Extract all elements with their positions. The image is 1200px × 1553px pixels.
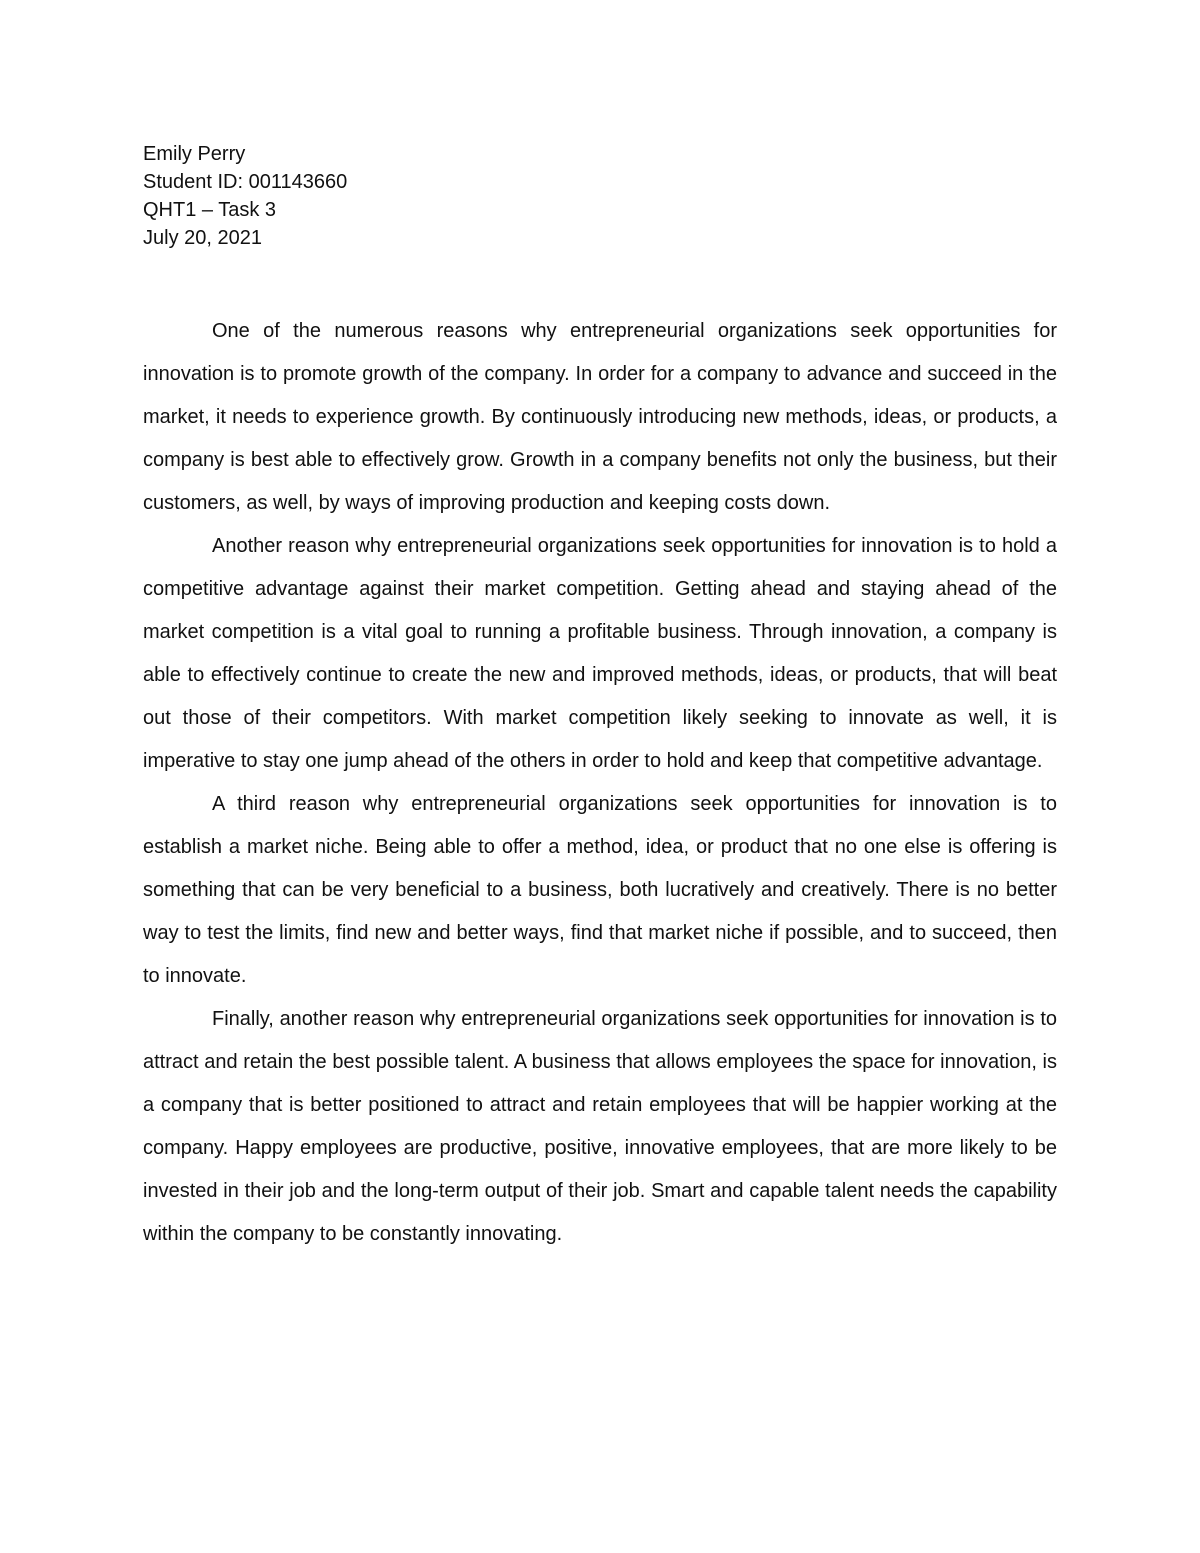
author-name: Emily Perry (143, 143, 246, 165)
student-id: Student ID: 001143660 (143, 171, 348, 193)
paragraph-growth: One of the numerous reasons why entrepreneurial organizations seek opportunities for innovation is to promote growth of the company. In order for a company to advance and succeed in the market, it needs to experience growth. By continuously introducing new methods, ideas, or products, a company is best able to effectively grow. Growth in a company benefits not only the business, but their customers, as well, by ways of improving production and keeping costs down. (143, 320, 1057, 514)
paragraph-competitive-advantage: Another reason why entrepreneurial organizations seek opportunities for innovation is to hold a competitive advantage against their market competition. Getting ahead and staying ahead of the market competition is a vital goal to running a profitable business. Through innovation, a company is able to effectively continue to create the new and improved methods, ideas, or products, that will beat out those of their competitors. With market competition likely seeking to innovate as well, it is imperative to stay one jump ahead of the others in order to hold and keep that competitive advantage. (143, 535, 1057, 772)
document-header (143, 140, 1057, 252)
paragraph-talent: Finally, another reason why entrepreneurial organizations seek opportunities for innovation is to attract and retain the best possible talent. A business that allows employees the space for innovation, is a company that is better positioned to attract and retain employees that will be happier working at the company. Happy employees are productive, positive, innovative employees, that are more likely to be invested in their job and the long-term output of their job. Smart and capable talent needs the capability within the company to be constantly innovating. (143, 1008, 1057, 1245)
document-date: July 20, 2021 (143, 227, 262, 249)
paragraph-market-niche: A third reason why entrepreneurial organizations seek opportunities for innovation is to establish a market niche. Being able to offer a method, idea, or product that no one else is offering is something that can be very beneficial to a business, both lucratively and creatively. There is no better way to test the limits, find new and better ways, find that market niche if possible, and to succeed, then to innovate. (143, 793, 1057, 987)
course-task: QHT1 – Task 3 (143, 199, 277, 221)
document-body (143, 310, 1057, 1256)
document-page (143, 140, 1057, 1256)
